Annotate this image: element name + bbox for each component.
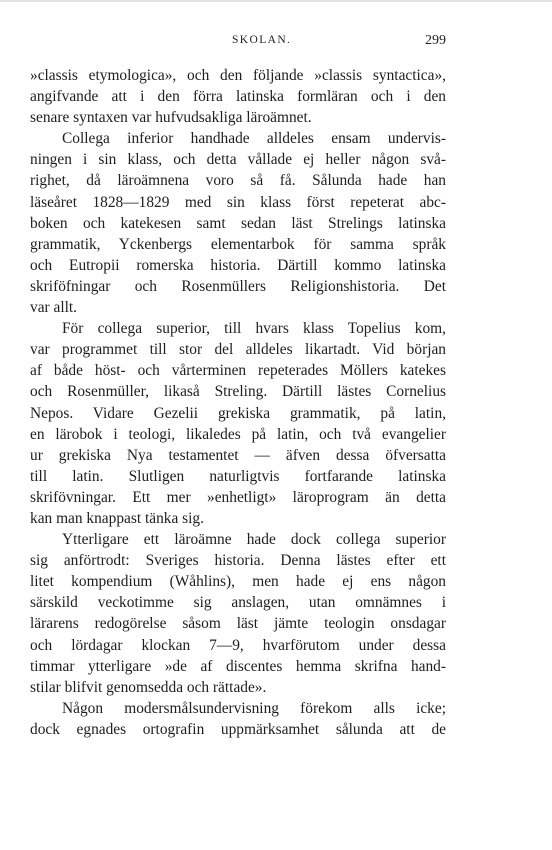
text-line: angifvande att i den förra latinska formläran och i den [30, 88, 446, 106]
text-line: dock egnades ortografin uppmärksamhet sålunda att de [30, 720, 446, 738]
text-line: var programmet till stor del alldeles likartadt. Vid början [30, 341, 446, 359]
body-text [30, 65, 446, 740]
text-line: och Eutropii romerska historia. Därtill kommo latinska [30, 256, 446, 274]
running-head: SKOLAN. [232, 34, 292, 46]
text-line: grammatik, Yckenbergs elementarbok för samma språk [30, 235, 446, 253]
page-top-edge [0, 0, 552, 2]
text-line: sig anförtrodt: Sveriges historia. Denna lästes efter ett [30, 552, 446, 570]
text-line: Ytterligare ett läroämne hade dock collega superior [62, 531, 446, 549]
text-line: »classis etymologica», och den följande »classis syntactica», [30, 67, 446, 84]
text-line: Nepos. Vidare Gezelii grekiska grammatik, på latin, [30, 404, 446, 422]
text-line: af både höst- och vårterminen repeterades Möllers katekes [30, 362, 446, 380]
text-line: För collega superior, till hvars klass Topelius kom, [62, 320, 446, 338]
text-line: kan man knappast tänka sig. [30, 509, 204, 527]
text-line: litet kompendium (Wåhlins), men hade ej ens någon [30, 573, 446, 591]
text-line: stilar blifvit genomsedda och rättade». [30, 678, 267, 696]
text-line: till latin. Slutligen naturligtvis fortfarande latinska [30, 467, 446, 485]
page-number: 299 [425, 33, 446, 48]
text-line: lärarens redogörelse såsom läst jämte teologin onsdagar [30, 615, 446, 633]
text-line: Någon modersmålsundervisning förekom alls icke; [62, 699, 446, 717]
text-line: timmar ytterligare »de af discentes hemma skrifna hand- [30, 657, 446, 675]
text-line: läseåret 1828—1829 med sin klass först repeterat abc- [30, 193, 446, 211]
text-line: senare syntaxen var hufvudsakliga läroämnet. [30, 109, 312, 127]
text-line: skriföfningar och Rosenmüllers Religionshistoria. Det [30, 277, 446, 295]
text-line: boken och katekesen samt sedan läst Strelings latinska [30, 214, 446, 232]
text-line: en lärobok i teologi, likaledes på latin, och två evangelier [30, 425, 446, 443]
text-line: ur grekiska Nya testamentet — äfven dessa öfversatta [30, 446, 446, 464]
text-line: särskild veckotimme sig anslagen, utan omnämnes i [30, 594, 446, 612]
text-line: Collega inferior handhade alldeles ensam undervis- [62, 130, 446, 148]
text-line: ningen i sin klass, och detta vållade ej heller någon svå- [30, 151, 446, 169]
text-line: righet, då läroämnena voro så få. Sålunda hade han [30, 172, 446, 190]
text-line: skrifövningar. Ett mer »enhetligt» läroprogram än detta [30, 488, 446, 506]
text-line: och Rosenmüller, likaså Streling. Därtill lästes Cornelius [30, 383, 446, 401]
text-line: och lördagar klockan 7—9, hvarförutom under dessa [30, 636, 446, 654]
text-line: var allt. [30, 299, 78, 317]
